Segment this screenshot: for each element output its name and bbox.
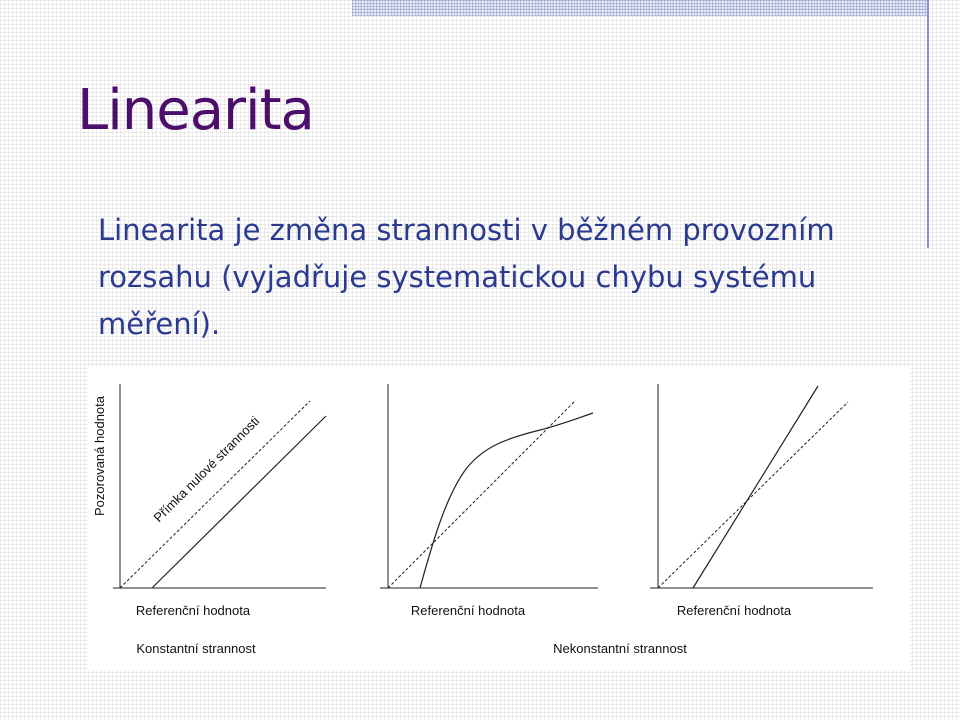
panel-3-measurement-line bbox=[693, 386, 818, 588]
panel-2-zero-bias-line bbox=[388, 402, 574, 588]
panel-2-measurement-curve bbox=[420, 413, 593, 588]
caption-constant-bias: Konstantní strannost bbox=[136, 641, 256, 656]
linearity-diagram bbox=[88, 366, 910, 670]
panel-nonconstant-bias-line bbox=[650, 384, 873, 618]
panel-3-zero-bias-line bbox=[658, 402, 848, 588]
panel-1-x-axis-label: Referenční hodnota bbox=[135, 603, 251, 618]
caption-nonconstant-bias: Nekonstantní strannost bbox=[553, 641, 687, 656]
panel-3-x-axis-label: Referenční hodnota bbox=[676, 603, 792, 618]
decorative-top-band bbox=[352, 0, 928, 16]
y-axis-label: Pozorovaná hodnota bbox=[92, 396, 107, 516]
panel-2-x-axis-label: Referenční hodnota bbox=[410, 603, 526, 618]
panel-nonconstant-bias-curve bbox=[380, 384, 598, 618]
slide-title: Linearita bbox=[77, 78, 314, 143]
linearity-diagram-svg bbox=[88, 366, 910, 670]
slide-body-text: Linearita je změna strannosti v běžném provozním rozsahu (vyjadřuje systematickou chybu systému měření). bbox=[98, 213, 835, 341]
panel-1-zero-bias-line bbox=[120, 401, 310, 588]
zero-bias-line-label: Přímka nulové strannosti bbox=[150, 413, 263, 526]
decorative-vertical-rule bbox=[927, 0, 929, 248]
panel-constant-bias bbox=[113, 384, 326, 618]
